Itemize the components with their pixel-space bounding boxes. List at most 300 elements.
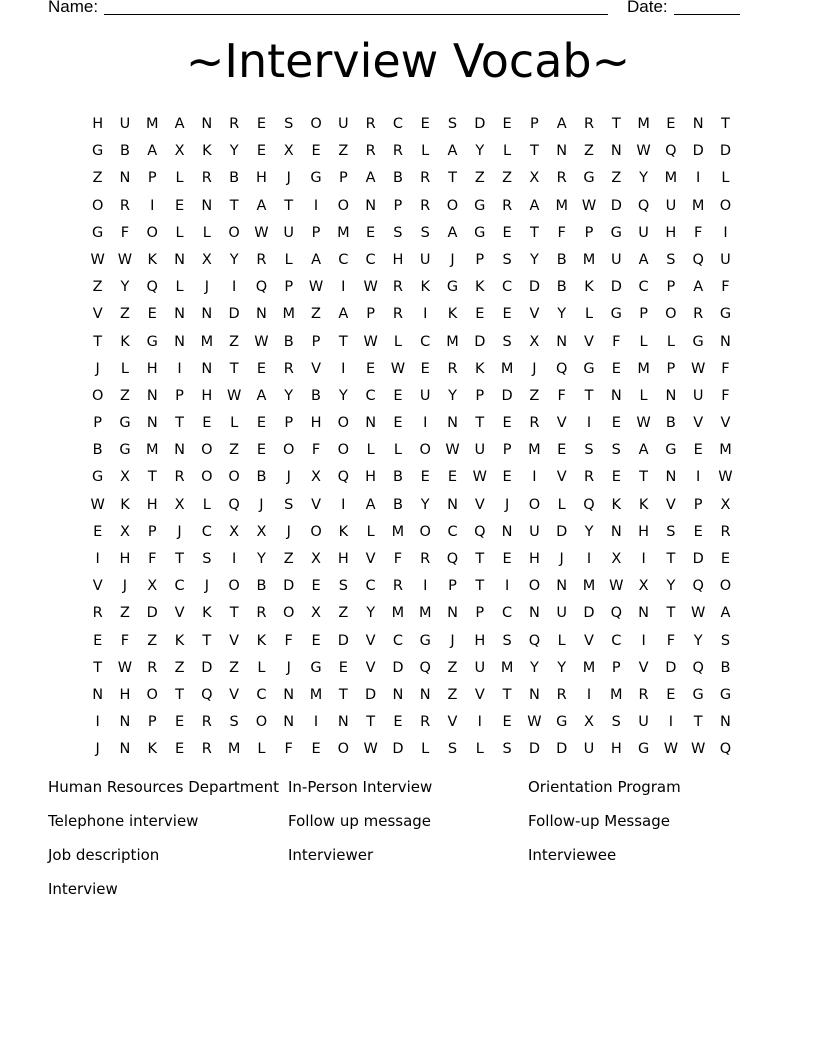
grid-row xyxy=(84,573,739,600)
grid-letter: A xyxy=(365,496,376,513)
grid-letter: R xyxy=(92,605,103,622)
grid-letter: G xyxy=(419,632,431,649)
grid-letter: X xyxy=(720,496,731,513)
grid-letter: B xyxy=(720,659,731,676)
grid-letter: J xyxy=(532,360,537,377)
grid-letter: I xyxy=(423,415,428,432)
grid-letter: Y xyxy=(366,605,376,622)
grid-letter: P xyxy=(366,306,375,323)
grid-letter: W xyxy=(581,197,597,214)
word-list-item: Telephone interview xyxy=(48,812,199,830)
grid-letter: Q xyxy=(474,523,486,540)
grid-letter: J xyxy=(177,523,182,540)
grid-letter: E xyxy=(611,469,621,486)
grid-letter: Q xyxy=(665,143,677,160)
grid-letter: E xyxy=(502,116,512,132)
grid-letter: G xyxy=(474,224,486,241)
grid-letter: E xyxy=(174,714,185,731)
grid-letter: E xyxy=(174,741,185,758)
grid-letter: K xyxy=(147,741,157,758)
grid-letter: N xyxy=(283,714,295,731)
grid-letter: Q xyxy=(555,360,568,377)
grid-letter: G xyxy=(637,741,650,758)
grid-letter: R xyxy=(201,741,212,758)
grid-letter: Z xyxy=(311,306,321,323)
grid-letter: C xyxy=(392,116,403,132)
grid-letter: U xyxy=(665,197,677,214)
grid-letter: W xyxy=(363,333,378,350)
grid-letter: N xyxy=(447,415,458,432)
grid-row xyxy=(84,600,739,627)
grid-letter: O xyxy=(446,197,459,214)
grid-letter: F xyxy=(557,387,566,404)
grid-letter: W xyxy=(390,360,406,377)
grid-letter: G xyxy=(610,224,622,241)
grid-letter: L xyxy=(175,224,184,241)
grid-letter: T xyxy=(338,686,348,703)
grid-letter: M xyxy=(637,116,650,132)
grid-letter: N xyxy=(665,469,677,486)
grid-letter: G xyxy=(719,686,732,703)
grid-letter: P xyxy=(693,496,703,513)
grid-letter: A xyxy=(638,442,649,459)
grid-letter: K xyxy=(147,251,157,268)
grid-letter: R xyxy=(420,551,431,567)
grid-letter: M xyxy=(664,170,678,187)
grid-letter: Z xyxy=(584,143,594,160)
grid-letter: N xyxy=(528,686,540,703)
grid-row xyxy=(84,682,739,709)
grid-letter: T xyxy=(229,360,239,377)
grid-letter: I xyxy=(586,415,592,432)
grid-letter: T xyxy=(448,170,457,187)
grid-letter: N xyxy=(365,415,377,432)
grid-letter: C xyxy=(365,251,376,268)
grid-letter: E xyxy=(393,415,403,432)
grid-letter: B xyxy=(92,442,103,459)
grid-letter: C xyxy=(447,523,458,540)
grid-letter: B xyxy=(311,387,321,404)
grid-letter: Q xyxy=(201,686,213,703)
grid-letter: N xyxy=(556,578,568,595)
grid-letter: T xyxy=(229,197,239,214)
grid-letter: H xyxy=(201,387,213,404)
grid-letter: T xyxy=(529,224,539,241)
grid-letter: S xyxy=(447,741,458,758)
grid-letter: D xyxy=(692,551,704,567)
grid-letter: S xyxy=(229,714,239,731)
grid-letter: R xyxy=(693,306,704,323)
grid-letter: V xyxy=(92,578,103,595)
grid-letter: N xyxy=(174,442,185,459)
grid-letter: E xyxy=(256,415,267,432)
grid-letter: R xyxy=(447,360,458,377)
grid-letter: O xyxy=(419,442,431,459)
grid-letter: M xyxy=(391,523,405,540)
grid-letter: A xyxy=(365,170,376,187)
word-list-item: Interview xyxy=(48,880,118,898)
grid-letter: R xyxy=(365,143,376,160)
grid-letter: D xyxy=(528,741,540,758)
grid-letter: O xyxy=(283,605,295,622)
grid-letter: W xyxy=(663,741,679,758)
grid-letter: U xyxy=(419,387,431,404)
grid-letter: V xyxy=(229,632,240,649)
grid-letter: B xyxy=(229,170,240,187)
grid-letter: R xyxy=(583,469,595,486)
grid-letter: W xyxy=(527,714,542,731)
grid-letter: V xyxy=(556,469,567,486)
grid-letter: N xyxy=(174,306,185,323)
grid-letter: L xyxy=(503,143,512,160)
grid-letter: L xyxy=(421,143,430,160)
grid-letter: T xyxy=(502,686,512,703)
grid-row xyxy=(84,138,739,165)
grid-letter: X xyxy=(147,578,158,595)
grid-letter: M xyxy=(637,360,650,377)
grid-letter: X xyxy=(174,496,185,513)
grid-letter: K xyxy=(120,333,130,350)
grid-letter: M xyxy=(500,659,514,676)
grid-letter: Y xyxy=(693,632,703,649)
grid-letter: Q xyxy=(692,578,704,595)
grid-letter: X xyxy=(584,714,594,731)
grid-letter: L xyxy=(721,170,730,187)
grid-letter: G xyxy=(665,442,677,459)
grid-letter: O xyxy=(201,442,213,459)
grid-letter: R xyxy=(256,605,267,622)
grid-letter: G xyxy=(692,686,704,703)
grid-letter: W xyxy=(363,279,378,296)
grid-row xyxy=(84,410,739,437)
grid-letter: Z xyxy=(229,333,240,350)
grid-letter: N xyxy=(146,387,158,404)
grid-letter: O xyxy=(719,578,732,595)
grid-letter: X xyxy=(256,523,267,540)
grid-letter: O xyxy=(337,197,350,214)
grid-letter: X xyxy=(311,551,321,567)
grid-letter: R xyxy=(392,143,403,160)
grid-letter: J xyxy=(95,360,100,377)
grid-letter: T xyxy=(721,116,730,132)
grid-letter: N xyxy=(92,686,104,703)
grid-letter: V xyxy=(638,659,649,676)
grid-letter: P xyxy=(666,360,676,377)
date-label: Date: xyxy=(627,0,668,16)
grid-letter: O xyxy=(528,496,541,513)
grid-letter: P xyxy=(666,279,676,296)
grid-letter: W xyxy=(226,387,242,404)
grid-letter: O xyxy=(310,116,322,132)
grid-letter: R xyxy=(556,170,567,187)
grid-letter: D xyxy=(365,686,377,703)
grid-letter: E xyxy=(693,442,703,459)
grid-letter: J xyxy=(95,741,100,758)
grid-letter: Z xyxy=(502,170,513,187)
grid-letter: M xyxy=(418,605,432,622)
grid-letter: H xyxy=(392,251,404,268)
grid-letter: U xyxy=(638,224,649,241)
grid-letter: S xyxy=(720,632,731,649)
grid-letter: W xyxy=(636,143,651,160)
grid-letter: S xyxy=(284,496,294,513)
grid-letter: E xyxy=(174,197,185,214)
grid-letter: Y xyxy=(257,551,266,567)
grid-letter: L xyxy=(475,741,484,758)
grid-letter: E xyxy=(311,143,321,160)
grid-letter: H xyxy=(119,686,131,703)
grid-letter: V xyxy=(447,714,458,731)
grid-letter: T xyxy=(693,714,703,731)
word-list-item: Follow-up Message xyxy=(528,812,671,830)
grid-letter: E xyxy=(366,360,376,377)
grid-letter: W xyxy=(691,741,706,758)
grid-letter: W xyxy=(308,279,324,296)
grid-row xyxy=(84,709,739,736)
grid-letter: P xyxy=(611,659,621,676)
grid-letter: F xyxy=(666,632,676,649)
grid-letter: I xyxy=(532,469,537,486)
grid-letter: I xyxy=(231,279,237,296)
grid-letter: F xyxy=(148,551,157,567)
grid-letter: E xyxy=(256,143,267,160)
grid-letter: R xyxy=(392,578,403,595)
grid-letter: O xyxy=(337,415,350,432)
grid-letter: H xyxy=(337,551,349,567)
grid-letter: T xyxy=(202,632,212,649)
grid-letter: U xyxy=(419,251,431,268)
grid-letter: T xyxy=(338,333,348,350)
grid-letter: W xyxy=(636,415,651,432)
grid-letter: N xyxy=(610,143,622,160)
grid-letter: I xyxy=(341,496,346,513)
grid-letter: R xyxy=(583,116,595,132)
grid-letter: C xyxy=(502,279,513,296)
grid-letter: D xyxy=(283,578,295,595)
grid-letter: G xyxy=(719,306,732,323)
grid-letter: W xyxy=(445,442,460,459)
grid-letter: K xyxy=(447,306,458,323)
grid-letter: K xyxy=(584,279,594,296)
grid-letter: O xyxy=(310,523,322,540)
grid-letter: T xyxy=(175,686,184,703)
grid-letter: B xyxy=(556,279,567,296)
grid-letter: C xyxy=(338,251,349,268)
name-field-line xyxy=(104,14,608,15)
grid-letter: B xyxy=(283,333,294,350)
grid-letter: O xyxy=(228,469,240,486)
grid-letter: Z xyxy=(147,632,158,649)
grid-letter: N xyxy=(201,306,213,323)
grid-letter: S xyxy=(502,251,512,268)
grid-letter: J xyxy=(450,632,455,649)
grid-letter: Q xyxy=(692,659,704,676)
grid-letter: Q xyxy=(528,632,541,649)
grid-letter: O xyxy=(255,714,268,731)
grid-letter: L xyxy=(666,333,675,350)
grid-letter: K xyxy=(120,496,130,513)
word-list-item: Human Resources Department xyxy=(48,778,280,796)
grid-row xyxy=(84,464,739,491)
grid-letter: O xyxy=(146,686,158,703)
grid-letter: C xyxy=(365,387,376,404)
grid-letter: H xyxy=(474,632,486,649)
grid-letter: N xyxy=(365,197,377,214)
grid-letter: G xyxy=(119,442,131,459)
grid-letter: Z xyxy=(474,170,485,187)
grid-letter: E xyxy=(393,714,403,731)
grid-letter: E xyxy=(366,224,376,241)
grid-letter: X xyxy=(174,143,185,160)
grid-letter: R xyxy=(420,170,431,187)
grid-letter: M xyxy=(145,442,159,459)
grid-letter: V xyxy=(229,686,240,703)
grid-letter: E xyxy=(502,306,512,323)
grid-letter: D xyxy=(583,605,595,622)
grid-letter: I xyxy=(341,360,346,377)
grid-letter: Z xyxy=(338,143,349,160)
grid-letter: S xyxy=(284,116,294,132)
grid-letter: M xyxy=(582,251,596,268)
grid-letter: Z xyxy=(119,387,130,404)
grid-letter: Q xyxy=(610,605,622,622)
grid-letter: M xyxy=(528,442,541,459)
grid-letter: O xyxy=(91,387,104,404)
grid-letter: N xyxy=(501,523,513,540)
grid-letter: S xyxy=(611,714,621,731)
grid-letter: C xyxy=(638,279,649,296)
grid-letter: D xyxy=(528,279,540,296)
grid-letter: I xyxy=(586,686,592,703)
grid-letter: L xyxy=(257,659,266,676)
grid-letter: A xyxy=(447,143,458,160)
grid-letter: B xyxy=(665,415,676,432)
grid-letter: E xyxy=(93,523,103,540)
grid-letter: W xyxy=(90,251,105,268)
grid-letter: R xyxy=(720,523,731,540)
grid-letter: E xyxy=(256,116,267,132)
grid-letter: G xyxy=(92,143,104,160)
grid-letter: E xyxy=(311,741,321,758)
grid-letter: N xyxy=(720,333,731,350)
grid-letter: S xyxy=(502,632,512,649)
grid-letter: Z xyxy=(92,170,103,187)
name-label: Name: xyxy=(48,0,99,16)
grid-row xyxy=(84,165,739,192)
grid-letter: L xyxy=(639,387,648,404)
grid-letter: L xyxy=(284,251,293,268)
grid-letter: X xyxy=(529,170,540,187)
grid-letter: N xyxy=(119,741,131,758)
grid-letter: J xyxy=(450,251,455,268)
grid-letter: B xyxy=(392,170,403,187)
grid-letter: E xyxy=(502,469,512,486)
grid-letter: P xyxy=(147,523,157,540)
grid-letter: Y xyxy=(529,251,539,268)
grid-letter: L xyxy=(120,360,129,377)
grid-letter: P xyxy=(93,415,103,432)
grid-letter: V xyxy=(311,360,321,377)
grid-letter: A xyxy=(529,197,540,214)
grid-letter: C xyxy=(256,686,267,703)
grid-letter: I xyxy=(423,578,428,595)
grid-letter: F xyxy=(721,279,730,296)
grid-letter: A xyxy=(256,387,267,404)
grid-letter: I xyxy=(641,551,646,567)
grid-letter: S xyxy=(666,523,676,540)
grid-letter: C xyxy=(392,632,403,649)
grid-letter: N xyxy=(720,714,731,731)
grid-row xyxy=(84,274,739,301)
grid-letter: B xyxy=(119,143,130,160)
grid-letter: E xyxy=(338,659,348,676)
grid-letter: S xyxy=(420,224,430,241)
grid-letter: G xyxy=(556,714,568,731)
grid-letter: Y xyxy=(557,659,567,676)
grid-letter: N xyxy=(174,333,185,350)
grid-letter: P xyxy=(147,714,157,731)
grid-letter: A xyxy=(693,279,704,296)
grid-letter: I xyxy=(231,551,237,567)
grid-letter: U xyxy=(474,442,486,459)
grid-letter: T xyxy=(175,415,184,432)
grid-letter: A xyxy=(338,306,349,323)
grid-letter: N xyxy=(447,605,458,622)
grid-letter: F xyxy=(612,333,621,350)
grid-letter: X xyxy=(119,523,130,540)
grid-letter: E xyxy=(475,306,485,323)
grid-letter: E xyxy=(256,442,267,459)
grid-letter: N xyxy=(119,714,131,731)
grid-letter: U xyxy=(283,224,295,241)
grid-letter: L xyxy=(230,415,239,432)
grid-letter: W xyxy=(254,224,269,241)
grid-letter: R xyxy=(365,116,376,132)
grid-letter: D xyxy=(665,659,677,676)
grid-letter: Z xyxy=(229,659,240,676)
grid-letter: X xyxy=(611,551,622,567)
grid-letter: F xyxy=(557,224,566,241)
grid-letter: E xyxy=(666,116,676,132)
grid-letter: A xyxy=(311,251,321,268)
grid-letter: Y xyxy=(448,387,457,404)
grid-letter: T xyxy=(611,116,621,132)
grid-letter: W xyxy=(117,659,133,676)
grid-letter: V xyxy=(365,659,376,676)
grid-letter: S xyxy=(666,251,676,268)
grid-letter: U xyxy=(638,714,649,731)
grid-letter: V xyxy=(693,415,704,432)
grid-letter: W xyxy=(90,496,105,513)
grid-letter: W xyxy=(609,578,624,595)
grid-letter: Y xyxy=(639,170,649,187)
grid-letter: K xyxy=(174,632,185,649)
grid-letter: E xyxy=(502,714,512,731)
grid-row xyxy=(84,220,739,247)
grid-letter: O xyxy=(146,224,158,241)
grid-letter: U xyxy=(119,116,131,132)
grid-letter: V xyxy=(311,496,321,513)
grid-letter: E xyxy=(557,442,567,459)
grid-letter: Y xyxy=(666,578,676,595)
grid-letter: O xyxy=(528,578,541,595)
grid-letter: A xyxy=(720,605,731,622)
grid-row xyxy=(84,628,739,655)
grid-letter: T xyxy=(175,551,184,567)
grid-letter: Q xyxy=(583,496,595,513)
grid-letter: I xyxy=(95,714,100,731)
grid-letter: E xyxy=(420,360,430,377)
